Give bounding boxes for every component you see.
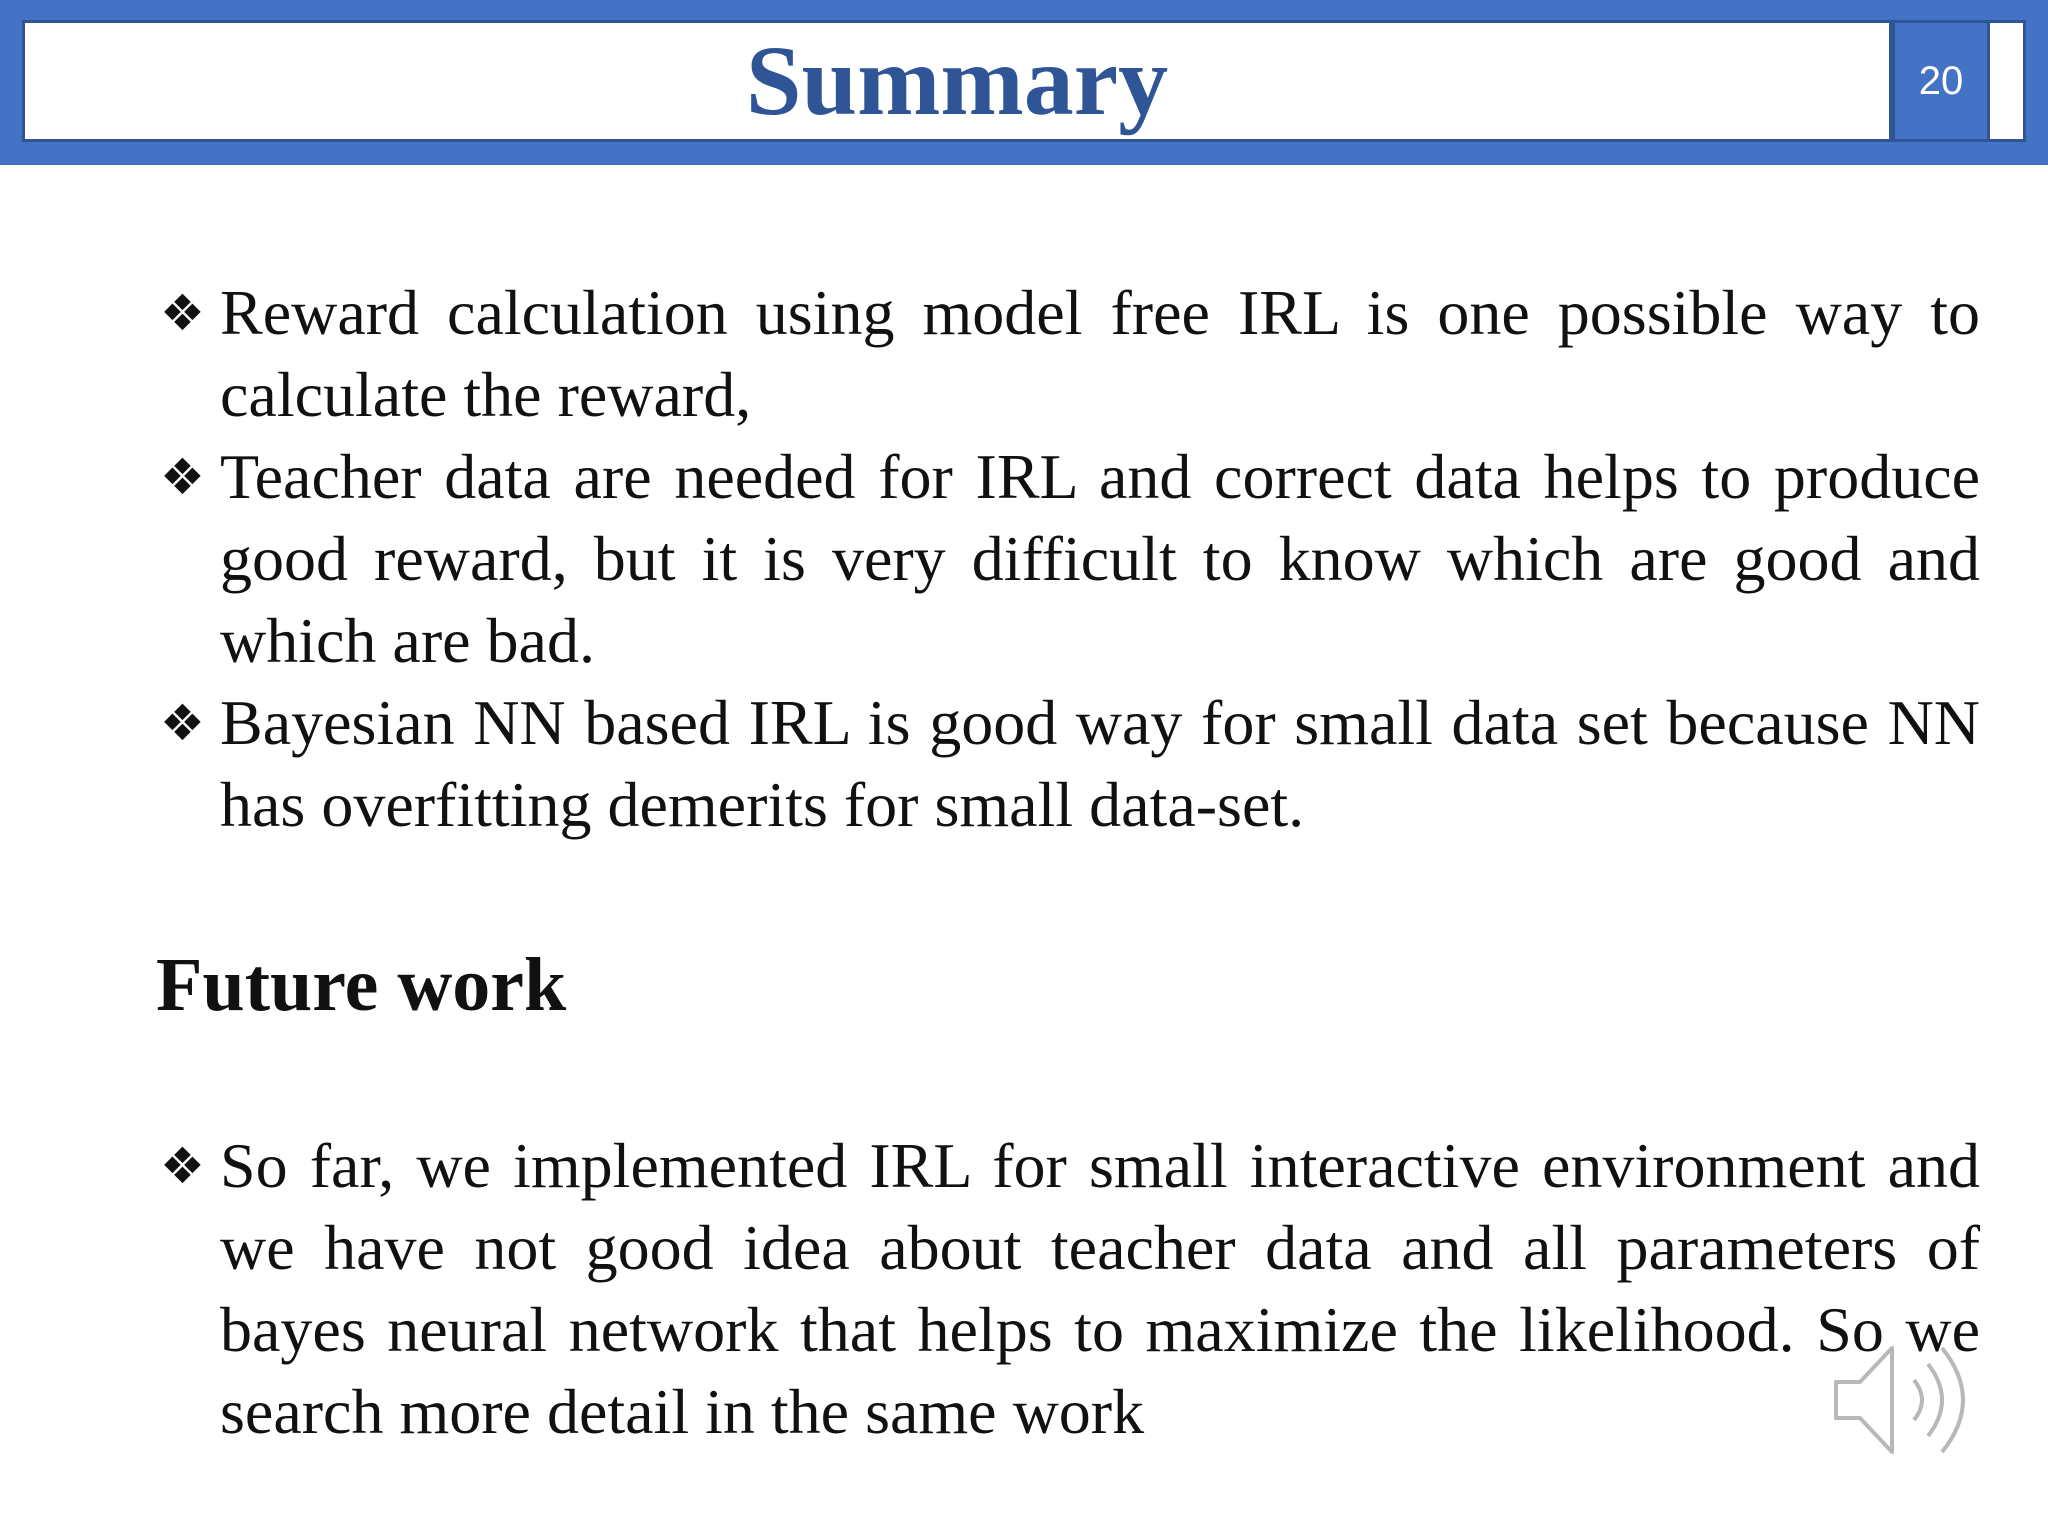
summary-bullet-2 — [160, 436, 1980, 682]
diamond-bullet-icon: ❖ — [160, 448, 205, 506]
summary-bullet-3 — [160, 682, 1980, 846]
future-work-bullet-text: So far, we implemented IRL for small interactive environment and we have not good idea about teacher data and all parameters of bayes neural network that helps to maximize the likelihood. So we search more detail in the same work — [220, 1130, 1980, 1447]
title-bar-end-cap — [1990, 20, 2026, 142]
summary-bullet-text: Reward calculation using model free IRL is one possible way to calculate the reward, — [220, 277, 1980, 430]
slide-title: Summary — [745, 25, 1169, 136]
future-work-list — [160, 1125, 1980, 1453]
summary-bullet-text: Bayesian NN based IRL is good way for small data set because NN has overfitting demerits for small data-set. — [220, 687, 1980, 840]
summary-list — [160, 272, 1980, 846]
diamond-bullet-icon: ❖ — [160, 1137, 205, 1195]
future-work-bullet-1 — [160, 1125, 1980, 1453]
future-work-heading: Future work — [156, 943, 567, 1027]
summary-bullet-1 — [160, 272, 1980, 436]
title-box — [22, 20, 1892, 142]
speaker-icon[interactable] — [1830, 1340, 1990, 1460]
summary-bullet-text: Teacher data are needed for IRL and correct data helps to produce good reward, but it is very difficult to know which are good and which are bad. — [220, 441, 1980, 676]
page-number: 20 — [1892, 20, 1990, 142]
diamond-bullet-icon: ❖ — [160, 694, 205, 752]
title-bar — [0, 0, 2048, 165]
diamond-bullet-icon: ❖ — [160, 284, 205, 342]
